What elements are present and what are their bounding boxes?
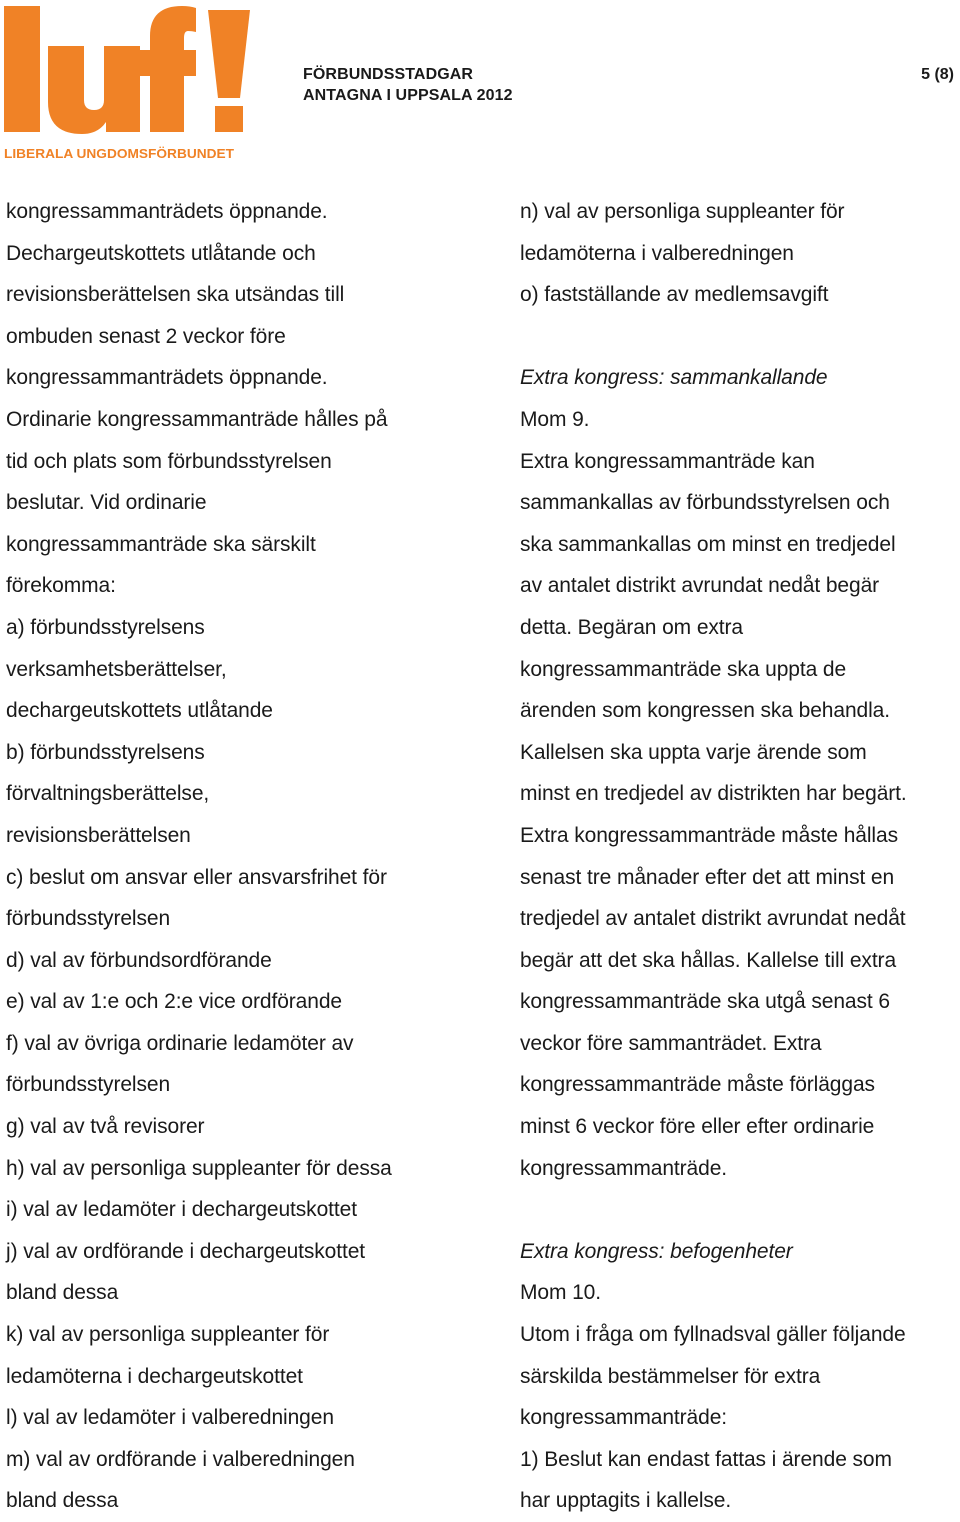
text-line: veckor före sammanträdet. Extra [520, 1031, 822, 1055]
text-line: h) val av personliga suppleanter för dessa [6, 1156, 392, 1180]
header-title-line2: ANTAGNA I UPPSALA 2012 [303, 87, 513, 104]
text-line: bland dessa [6, 1281, 119, 1305]
text-line: Dechargeutskottets utlåtande och [6, 241, 316, 265]
text-line: kongressammanträde ska uppta de [520, 657, 847, 681]
text-line: a) förbundsstyrelsens [6, 615, 205, 639]
text-line: har upptagits i kallelse. [520, 1489, 732, 1513]
text-line: Extra kongressammanträde kan [520, 449, 815, 473]
text-line: ledamöterna i dechargeutskottet [6, 1364, 303, 1388]
text-line: n) val av personliga suppleanter för [520, 200, 845, 223]
text-line: minst en tredjedel av distrikten har begärt. [520, 782, 907, 806]
text-line: j) val av ordförande i dechargeutskottet [6, 1239, 366, 1263]
text-line: b) förbundsstyrelsens [6, 740, 205, 764]
text-line: Utom i fråga om fyllnadsval gäller följande [520, 1323, 906, 1347]
text-line: sammankallas av förbundsstyrelsen och [520, 491, 890, 515]
text-line: Mom 9. [520, 407, 590, 431]
text-line: kongressammanträdets öppnande. [6, 200, 328, 223]
text-line: f) val av övriga ordinarie ledamöter av [6, 1031, 354, 1055]
header-title-line1: FÖRBUNDSSTADGAR [303, 66, 474, 83]
text-line: tid och plats som förbundsstyrelsen [6, 449, 332, 473]
text-line: Ordinarie kongressammanträde hålles på [6, 407, 388, 431]
section-heading: Extra kongress: befogenheter [520, 1239, 793, 1263]
text-line: Extra kongressammanträde måste hållas [520, 823, 898, 847]
right-text-column [520, 191, 960, 1522]
text-line: bland dessa [6, 1489, 119, 1513]
logo-subtitle: LIBERALA UNGDOMSFÖRBUNDET [4, 146, 235, 161]
text-line: g) val av två revisorer [6, 1115, 205, 1139]
text-line: m) val av ordförande i valberedningen [6, 1447, 355, 1471]
text-line: kongressammanträde: [520, 1406, 728, 1430]
text-line: o) fastställande av medlemsavgift [520, 283, 829, 307]
text-line: Mom 10. [520, 1281, 601, 1305]
text-line [520, 1189, 960, 1231]
text-line: revisionsberättelsen [6, 823, 191, 847]
text-line: av antalet distrikt avrundat nedåt begär [520, 574, 880, 598]
text-line: kongressammanträde. [520, 1156, 728, 1180]
text-line: ärenden som kongressen ska behandla. [520, 699, 890, 723]
text-line: verksamhetsberättelser, [6, 657, 227, 681]
text-line: l) val av ledamöter i valberedningen [6, 1406, 334, 1430]
text-line: kongressammanträde ska utgå senast 6 [520, 990, 890, 1014]
text-line: minst 6 veckor före eller efter ordinarie [520, 1115, 875, 1139]
text-line: beslutar. Vid ordinarie [6, 491, 207, 515]
text-line: begär att det ska hållas. Kallelse till extra [520, 948, 897, 972]
text-line: i) val av ledamöter i dechargeutskottet [6, 1198, 357, 1222]
text-line: kongressammanträde ska särskilt [6, 532, 316, 556]
text-line: förvaltningsberättelse, [6, 782, 210, 806]
text-line: Kallelsen ska uppta varje ärende som [520, 740, 867, 764]
page-number: 5 (8) [921, 66, 954, 83]
text-line: ska sammankallas om minst en tredjedel [520, 532, 896, 556]
text-line: kongressammanträde måste förläggas [520, 1073, 875, 1097]
text-line: revisionsberättelsen ska utsändas till [6, 283, 345, 307]
text-line: d) val av förbundsordförande [6, 948, 272, 972]
text-line: e) val av 1:e och 2:e vice ordförande [6, 990, 343, 1014]
left-text-column [6, 191, 476, 1522]
section-heading: Extra kongress: sammankallande [520, 366, 828, 390]
text-line: dechargeutskottets utlåtande [6, 699, 273, 723]
text-line: ombuden senast 2 veckor före [6, 324, 286, 348]
text-line: ledamöterna i valberedningen [520, 241, 794, 265]
luf-logo [4, 6, 260, 164]
text-line: 1) Beslut kan endast fattas i ärende som [520, 1447, 892, 1471]
text-line: senast tre månader efter det att minst en [520, 865, 895, 889]
text-line: förekomma: [6, 574, 116, 598]
text-line: förbundsstyrelsen [6, 907, 171, 931]
text-line: kongressammanträdets öppnande. [6, 366, 328, 390]
text-line [520, 316, 960, 358]
text-line: förbundsstyrelsen [6, 1073, 171, 1097]
text-line: detta. Begäran om extra [520, 615, 743, 639]
text-line: c) beslut om ansvar eller ansvarsfrihet för [6, 865, 387, 889]
luf-logo-mark [4, 6, 260, 164]
document-header [303, 64, 513, 106]
text-line: särskilda bestämmelser för extra [520, 1364, 821, 1388]
text-line: tredjedel av antalet distrikt avrundat nedåt [520, 907, 906, 931]
text-line: k) val av personliga suppleanter för [6, 1323, 330, 1347]
